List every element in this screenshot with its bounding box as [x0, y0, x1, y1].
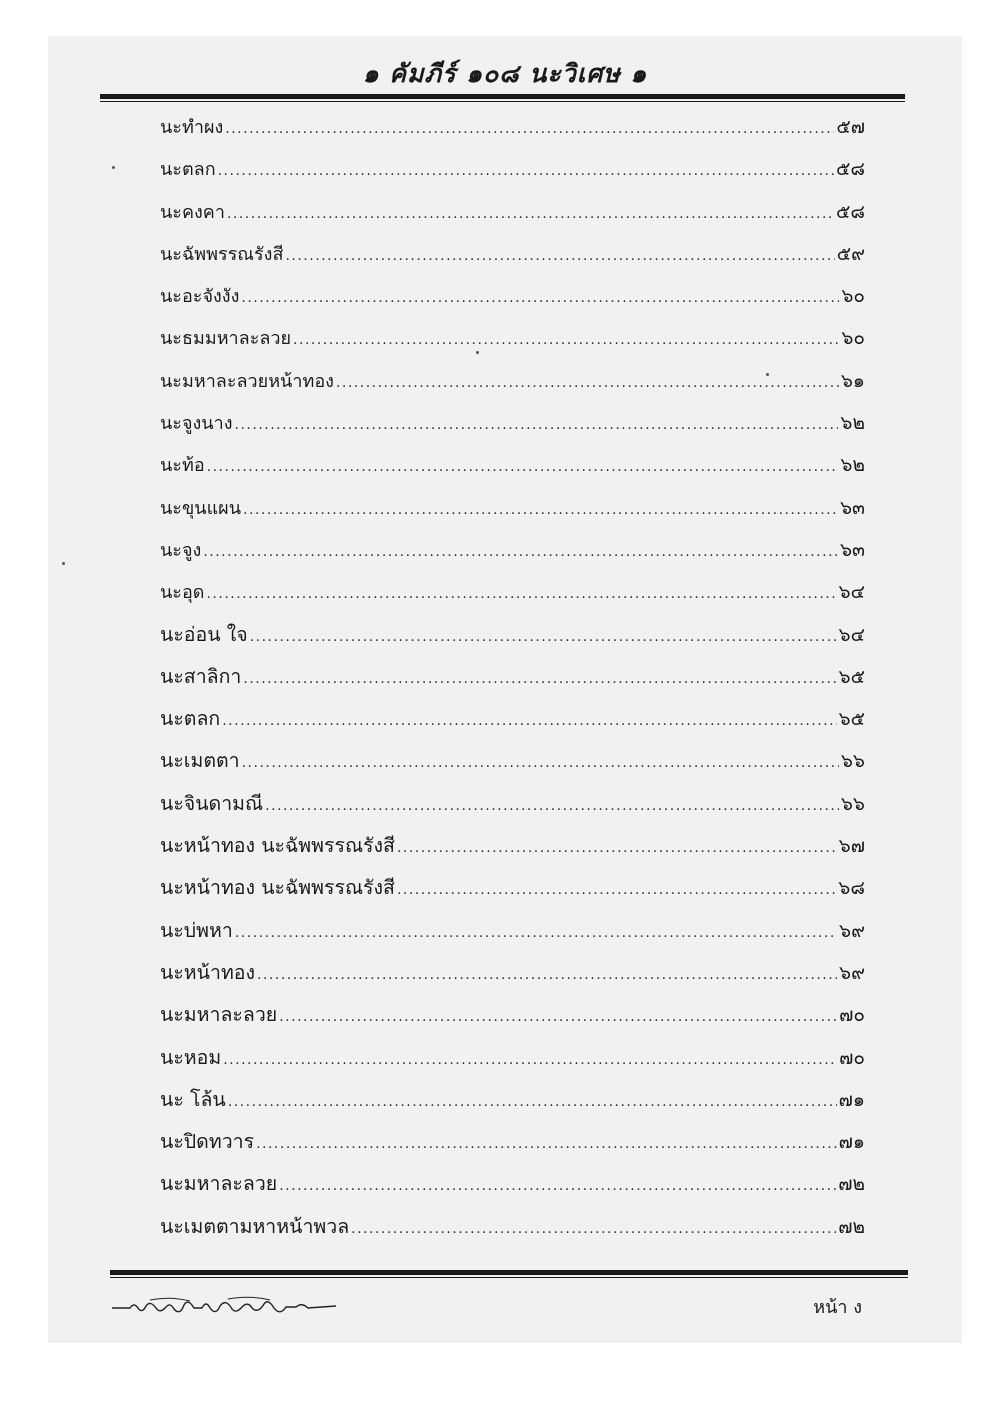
dot-leader	[235, 912, 837, 954]
toc-entry-page-number: ๖๕	[838, 665, 865, 688]
toc-entry-title: นะทำผง	[160, 117, 224, 138]
toc-entry	[160, 275, 865, 317]
toc-entry-title: นะหน้าทอง นะฉัพพรรณรังสี	[160, 834, 395, 858]
toc-entry	[160, 783, 865, 825]
toc-entry-title: นะมหาละลวย	[160, 1172, 278, 1196]
toc-entry-page-number: ๗๐	[839, 1046, 865, 1069]
toc-entry-title: นะสาลิกา	[160, 664, 242, 688]
dot-leader	[228, 1081, 837, 1123]
dot-leader	[250, 616, 837, 658]
toc-entry	[160, 740, 865, 782]
toc-entry	[160, 656, 865, 698]
dot-leader	[227, 193, 834, 235]
dot-leader	[207, 446, 839, 488]
toc-entry-title: นะอ่อน ใจ	[160, 622, 248, 646]
toc-entry-page-number: ๖๙	[839, 919, 865, 942]
toc-entry	[160, 106, 865, 148]
toc-entry	[160, 1163, 865, 1205]
toc-entry-page-number: ๕๗	[836, 116, 865, 138]
toc-entry-title: นะคงคา	[160, 201, 225, 223]
toc-entry-title: นะตลก	[160, 707, 221, 731]
dot-leader	[279, 1165, 836, 1207]
toc-entry	[160, 571, 865, 613]
toc-entry-page-number: ๗๑	[838, 1088, 865, 1111]
dot-leader	[397, 869, 836, 911]
toc-entry-page-number: ๖๖	[840, 792, 865, 815]
toc-entry-title: นะท้อ	[160, 455, 205, 477]
toc-entry-title: นะขุนแผน	[160, 497, 242, 519]
toc-entry-title: นะอุด	[160, 582, 205, 604]
toc-entry-page-number: ๕๙	[836, 242, 865, 265]
toc-entry-title: นะปิดทวาร	[160, 1130, 255, 1154]
scan-speck	[112, 166, 115, 169]
toc-entry	[160, 698, 865, 740]
toc-entry	[160, 1079, 865, 1121]
dot-leader	[351, 1208, 836, 1250]
header-rule	[100, 94, 905, 102]
toc-entry-page-number: ๖๔	[838, 581, 865, 604]
toc-entry-page-number: ๖๙	[839, 961, 865, 984]
toc-entry-title: นะเมตตามหาหน้าพวล	[160, 1214, 350, 1238]
dot-leader	[225, 108, 834, 150]
dot-leader	[203, 531, 838, 573]
page-number: หน้า ง	[813, 1297, 862, 1318]
toc-entry-title: นะหอม	[160, 1045, 222, 1069]
toc-entry	[160, 952, 865, 994]
dot-leader	[285, 235, 834, 277]
dot-leader	[243, 489, 838, 531]
toc-entry	[160, 1206, 865, 1248]
toc-entry-title: นะจินดามณี	[160, 791, 264, 815]
toc-entry-title: นะเมตตา	[160, 749, 240, 773]
toc-entry-title: นะจูงนาง	[160, 413, 233, 435]
toc-entry-page-number: ๖๔	[838, 623, 865, 646]
dot-leader	[293, 319, 839, 361]
dot-leader	[257, 954, 837, 996]
toc-entry	[160, 317, 865, 359]
toc-entry-page-number: ๗๐	[839, 1004, 865, 1027]
toc-entry	[160, 910, 865, 952]
toc-entry-page-number: ๕๘	[835, 158, 865, 181]
dot-leader	[397, 827, 837, 869]
toc-entry-title: นะมหาละลวย	[160, 1003, 278, 1027]
toc-entry-title: นะฉัพพรรณรังสี	[160, 243, 284, 265]
toc-entry	[160, 360, 865, 402]
toc-entry	[160, 191, 865, 233]
scan-speck	[62, 562, 65, 565]
toc-entry	[160, 148, 865, 190]
toc-entry-page-number: ๖๒	[840, 412, 865, 435]
toc-entry-page-number: ๖๗	[838, 835, 865, 858]
toc-entry-page-number: ๖๒	[840, 454, 865, 477]
toc-entry	[160, 825, 865, 867]
table-of-contents	[160, 106, 865, 1248]
toc-entry	[160, 487, 865, 529]
toc-entry-page-number: ๖๓	[839, 538, 865, 561]
toc-entry-page-number: ๖๑	[840, 369, 865, 392]
toc-entry-title: นะบ่พหา	[160, 918, 233, 942]
dot-leader	[206, 573, 836, 615]
dot-leader	[336, 362, 839, 404]
toc-entry-page-number: ๖๖	[840, 750, 865, 773]
scan-speck	[766, 373, 769, 376]
page-header-title: ๑ คัมภีร์ ๑๐๘ นะวิเศษ ๑	[362, 59, 648, 88]
toc-entry	[160, 529, 865, 571]
document-page	[48, 36, 962, 1343]
toc-entry-title: นะมหาละลวยหน้าทอง	[160, 370, 334, 392]
toc-entry	[160, 994, 865, 1036]
toc-entry-page-number: ๖๘	[838, 877, 865, 900]
toc-entry-title: นะ โล้น	[160, 1087, 226, 1111]
toc-entry	[160, 1037, 865, 1079]
dot-leader	[279, 996, 837, 1038]
toc-entry-page-number: ๖๐	[841, 285, 865, 308]
toc-entry-title: นะอะจังงัง	[160, 286, 240, 308]
dot-leader	[223, 1039, 837, 1081]
toc-entry-page-number: ๖๐	[841, 327, 865, 350]
toc-entry-title: นะหน้าทอง นะฉัพพรรณรังสี	[160, 876, 395, 900]
toc-entry	[160, 233, 865, 275]
toc-entry-page-number: ๗๒	[838, 1173, 865, 1196]
handwritten-signature	[110, 1292, 340, 1322]
toc-entry-page-number: ๕๘	[835, 200, 865, 223]
dot-leader	[222, 700, 836, 742]
toc-entry	[160, 402, 865, 444]
scan-speck	[476, 351, 479, 354]
dot-leader	[242, 742, 839, 784]
toc-entry	[160, 614, 865, 656]
dot-leader	[243, 658, 836, 700]
toc-entry	[160, 867, 865, 909]
toc-entry-title: นะจูง	[160, 539, 202, 561]
toc-entry-title: นะตลก	[160, 159, 216, 181]
toc-entry-page-number: ๖๓	[839, 496, 865, 519]
dot-leader	[235, 404, 839, 446]
dot-leader	[218, 150, 834, 192]
toc-entry-page-number: ๗๑	[838, 1131, 865, 1154]
dot-leader	[265, 785, 839, 827]
toc-entry-title: นะธมมหาละลวย	[160, 328, 292, 350]
dot-leader	[256, 1123, 837, 1165]
toc-entry-page-number: ๖๕	[838, 708, 865, 731]
dot-leader	[241, 277, 839, 319]
toc-entry-page-number: ๗๒	[838, 1215, 865, 1238]
toc-entry	[160, 1121, 865, 1163]
footer-rule	[110, 1270, 908, 1278]
toc-entry	[160, 444, 865, 486]
toc-entry-title: นะหน้าทอง	[160, 960, 256, 984]
